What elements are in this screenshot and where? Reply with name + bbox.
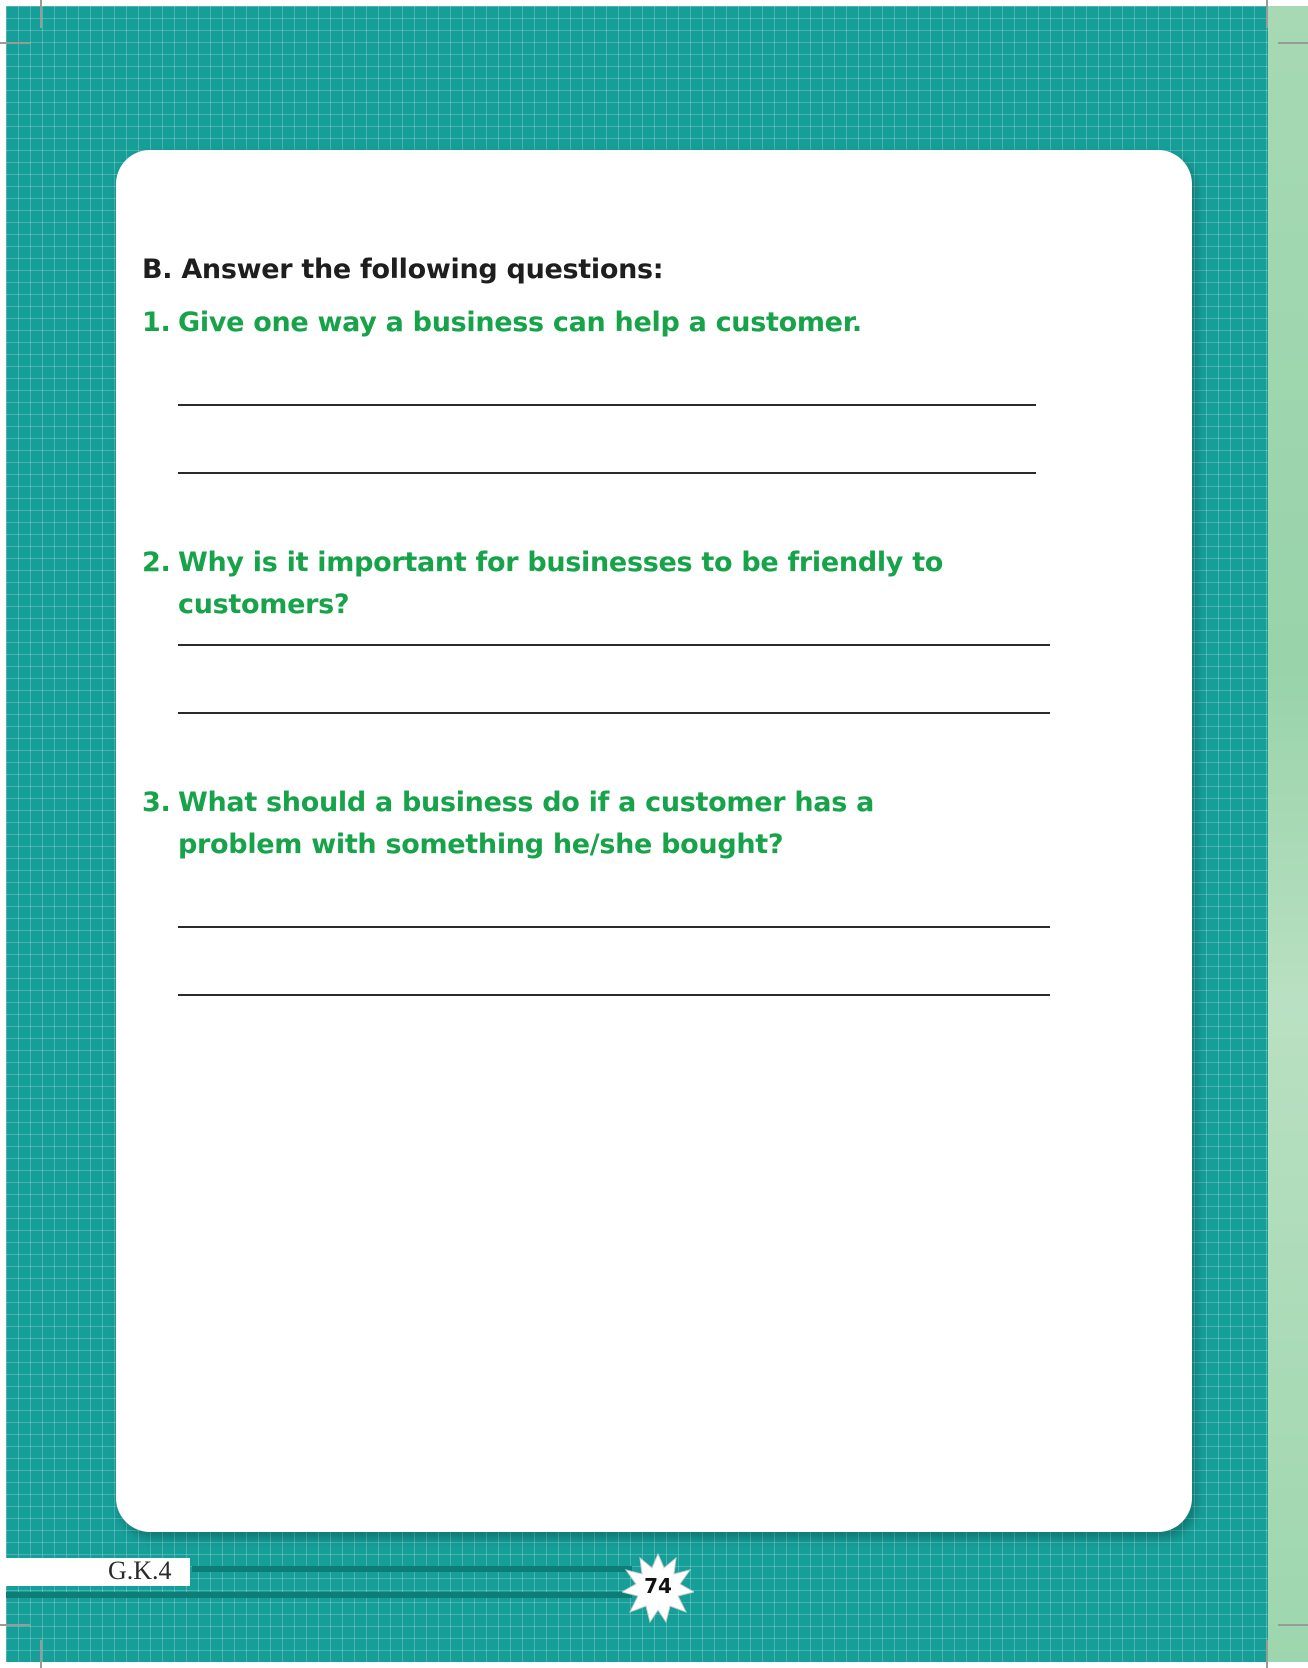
question-3 xyxy=(142,782,1082,866)
question-number: 1. xyxy=(142,307,171,338)
question-text: Give one way a business can help a customer. xyxy=(178,307,862,338)
page-number: 74 xyxy=(644,1574,672,1598)
question-text: Why is it important for businesses to be friendly to customers? xyxy=(178,547,944,620)
answer-line[interactable] xyxy=(178,712,1050,714)
footer-bar xyxy=(6,1592,632,1598)
section-title: B. Answer the following questions: xyxy=(142,254,664,285)
question-2 xyxy=(142,542,1082,626)
crop-mark xyxy=(40,1640,42,1668)
answer-line[interactable] xyxy=(178,472,1036,474)
answer-line[interactable] xyxy=(178,404,1036,406)
answer-line[interactable] xyxy=(178,994,1050,996)
book-label: G.K.4 xyxy=(108,1556,172,1585)
crop-mark xyxy=(0,42,30,44)
crop-mark xyxy=(0,1624,30,1626)
crop-mark xyxy=(40,0,42,28)
question-1 xyxy=(142,302,1082,344)
crop-mark xyxy=(1278,1624,1308,1626)
footer-bar xyxy=(192,1566,632,1572)
crop-mark xyxy=(1266,1640,1268,1668)
answer-line[interactable] xyxy=(178,926,1050,928)
crop-mark xyxy=(1278,42,1308,44)
answer-line[interactable] xyxy=(178,644,1050,646)
crop-mark xyxy=(1266,0,1268,28)
question-number: 2. xyxy=(142,547,171,578)
side-strip xyxy=(1268,6,1308,1662)
page-number-badge xyxy=(622,1552,694,1624)
question-text: What should a business do if a customer has a problem with something he/she bought? xyxy=(178,787,874,860)
question-number: 3. xyxy=(142,787,171,818)
